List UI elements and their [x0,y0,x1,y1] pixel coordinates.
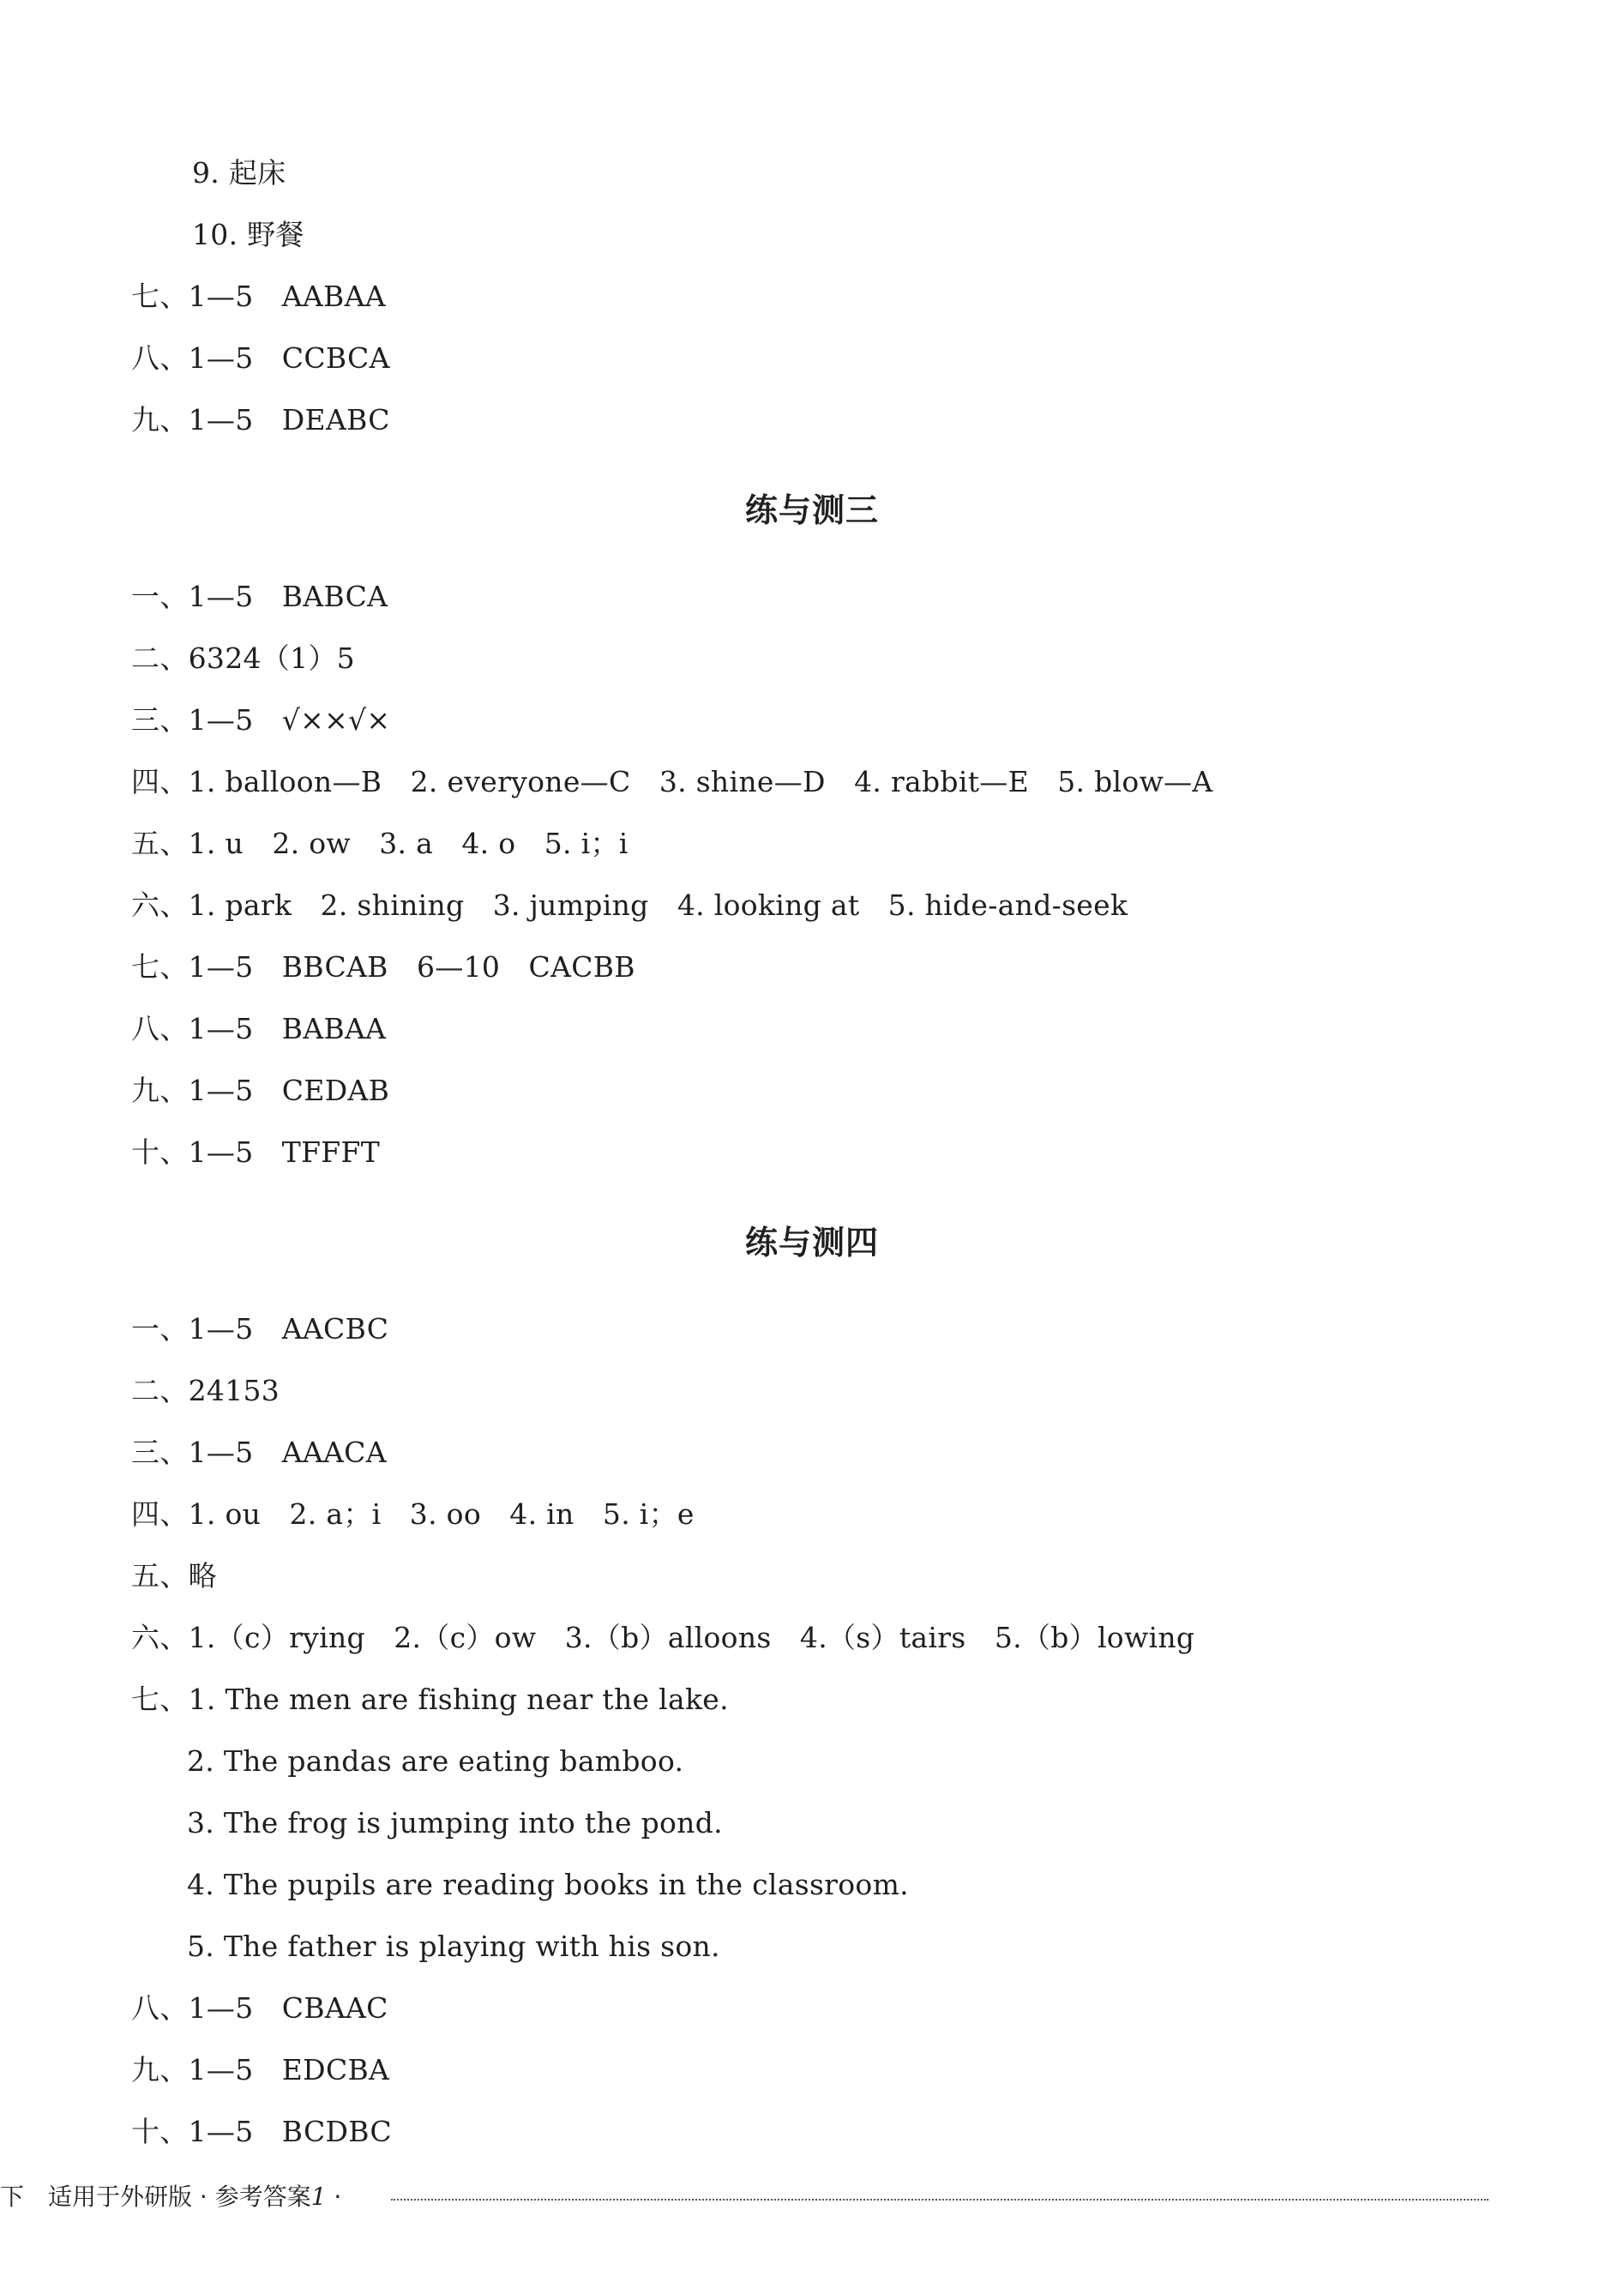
answer-line: 八、1—5 CCBCA [131,341,390,375]
answer-line: 七、1. The men are fishing near the lake. [131,1683,729,1716]
answer-line: 八、1—5 CBAAC [131,1991,388,2025]
answer-line: 五、1. u 2. ow 3. a 4. o 5. i；i [131,827,629,860]
answer-line: 一、1—5 BABCA [131,580,388,613]
answer-line: 六、1. park 2. shining 3. jumping 4. looking at 5. hide-and-seek [131,888,1128,922]
section-heading: 练与测三 [744,491,879,529]
page-footer [0,2180,1624,2214]
answer-subline: 4. The pupils are reading books in the classroom. [187,1868,909,1901]
answer-line: 十、1—5 TFFFT [131,1135,381,1169]
answer-line: 九、1—5 CEDAB [131,1074,390,1107]
answer-subline: 2. The pandas are eating bamboo. [187,1744,684,1778]
answer-line: 九、1—5 EDCBA [131,2053,390,2086]
answer-line: 四、1. ou 2. a；i 3. oo 4. in 5. i；e [131,1497,695,1531]
answer-line: 一、1—5 AACBC [131,1312,389,1346]
answer-line: 七、1—5 AABAA [131,280,386,313]
footer-dotted-rule [391,2199,1489,2201]
footer-prefix: 下 适用于外研版 · 参考答案 [0,2183,311,2211]
answer-line: 二、6324（1）5 [131,641,355,675]
answer-subline: 5. The father is playing with his son. [187,1930,720,1963]
answer-line: 五、略 [131,1559,217,1593]
answer-line: 九、1—5 DEABC [131,403,390,437]
answer-line: 八、1—5 BABAA [131,1012,387,1045]
answer-line: 9. 起床 [192,156,286,190]
answer-line: 十、1—5 BCDBC [131,2115,392,2148]
answer-line: 三、1—5 AAACA [131,1436,387,1469]
page-number: 1 [310,2183,327,2211]
answer-line: 10. 野餐 [192,218,304,251]
answer-line: 六、1.（c）rying 2.（c）ow 3.（b）alloons 4.（s）tairs 5.（b）lowing [131,1621,1195,1654]
answer-line: 七、1—5 BBCAB 6—10 CACBB [131,950,635,984]
answer-line: 四、1. balloon—B 2. everyone—C 3. shine—D 4. rabbit—E 5. blow—A [131,765,1213,798]
answer-subline: 3. The frog is jumping into the pond. [187,1806,723,1839]
answer-line: 二、24153 [131,1374,280,1407]
section-heading: 练与测四 [744,1224,879,1261]
footer-suffix: · [326,2183,342,2211]
answer-line: 三、1—5 √××√× [131,703,391,737]
footer-label [0,2180,341,2214]
